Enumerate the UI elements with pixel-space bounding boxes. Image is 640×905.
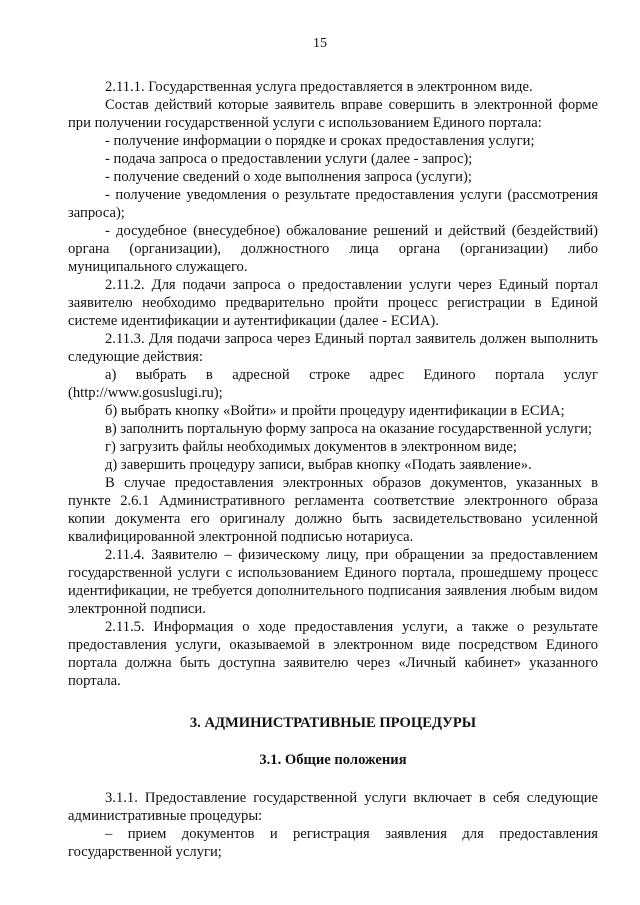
list-item: - получение сведений о ходе выполнения запроса (услуги); <box>105 169 472 185</box>
subsection-heading: 3.1. Общие положения <box>259 752 407 768</box>
list-item: в) заполнить портальную форму запроса на оказание государственной услуги; <box>105 421 592 437</box>
paragraph: 3.1.1. Предоставление государственной услуги включает в себя следующие административные процедуры: <box>68 790 598 824</box>
list-item: г) загрузить файлы необходимых документов в электронном виде; <box>105 439 517 455</box>
page-number: 15 <box>313 36 327 51</box>
document-body <box>68 78 598 861</box>
list-item: д) завершить процедуру записи, выбрав кнопку «Подать заявление». <box>105 457 532 473</box>
list-item: - подача запроса о предоставлении услуги (далее - запрос); <box>105 151 473 167</box>
list-item: - получение информации о порядке и сроках предоставления услуги; <box>105 133 535 149</box>
paragraph: 2.11.4. Заявителю – физическому лицу, при обращении за предоставлением государственной услуги с использованием Единого портала, прошедшему процесс идентификации, не требуется дополнительного подписания заявления любым видом электронной подписи. <box>68 547 598 617</box>
paragraph: 2.11.5. Информация о ходе предоставления услуги, а также о результате предоставления услуги, оказываемой в электронном виде посредством Единого портала должна быть доступна заявителю через «Личный кабинет» указанного портала. <box>68 619 598 689</box>
paragraph: 2.11.2. Для подачи запроса о предоставлении услуги через Единый портал заявителю необходимо предварительно пройти процесс регистрации в Единой системе идентификации и аутентификации (далее - ЕСИА). <box>68 277 598 329</box>
list-item: – прием документов и регистрация заявления для предоставления государственной услуги; <box>68 826 598 860</box>
paragraph: В случае предоставления электронных образов документов, указанных в пункте 2.6.1 Административного регламента соответствие электронного образа копии документа его оригиналу должно быть засвидетельствовано усиленной квалифицированной электронной подписью нотариуса. <box>68 475 598 545</box>
paragraph: Состав действий которые заявитель вправе совершить в электронной форме при получении государственной услуги с использованием Единого портала: <box>68 97 598 131</box>
list-item: - досудебное (внесудебное) обжалование решений и действий (бездействий) органа (организации), должностного лица органа (организации) либо муниципального служащего. <box>68 223 598 275</box>
paragraph: 2.11.3. Для подачи запроса через Единый портал заявитель должен выполнить следующие действия: <box>68 331 598 365</box>
list-item: б) выбрать кнопку «Войти» и пройти процедуру идентификации в ЕСИА; <box>105 403 565 419</box>
list-item: - получение уведомления о результате предоставления услуги (рассмотрения запроса); <box>68 187 598 221</box>
section-heading: 3. АДМИНИСТРАТИВНЫЕ ПРОЦЕДУРЫ <box>189 715 477 731</box>
paragraph: 2.11.1. Государственная услуга предоставляется в электронном виде. <box>105 79 533 95</box>
list-item: а) выбрать в адресной строке адрес Единого портала услуг (http://www.gosuslugi.ru); <box>68 367 598 401</box>
